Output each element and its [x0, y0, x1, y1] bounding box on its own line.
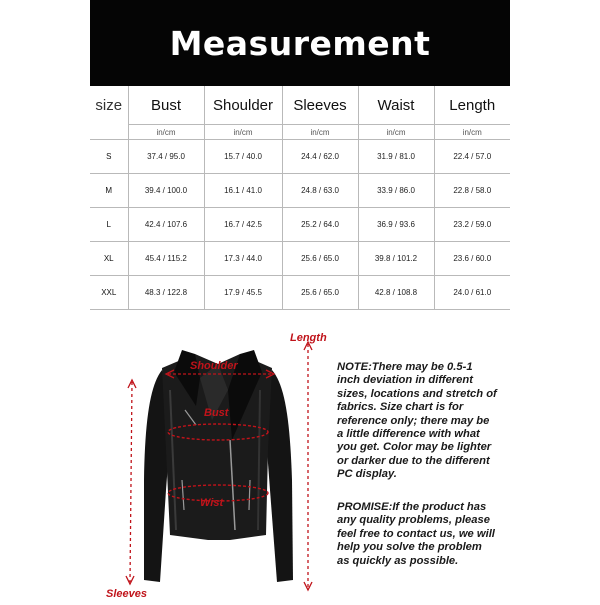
- size-cell: S: [90, 140, 128, 174]
- column-header-bust: Bust: [128, 86, 204, 125]
- column-header-sleeves: Sleeves: [282, 86, 358, 125]
- value-cell: 25.6 / 65.0: [282, 276, 358, 310]
- value-cell: 22.8 / 58.0: [434, 174, 510, 208]
- sleeves-label: Sleeves: [106, 588, 147, 600]
- sleeves-measure-line: [130, 382, 132, 582]
- table-header-row: [90, 86, 510, 125]
- table-row: [90, 242, 510, 276]
- length-label: Length: [290, 332, 327, 344]
- jacket-shape: [144, 350, 293, 582]
- jacket-measurement-figure: [100, 330, 340, 600]
- value-cell: 39.4 / 100.0: [128, 174, 204, 208]
- unit-cell: in/cm: [204, 125, 282, 140]
- value-cell: 22.4 / 57.0: [434, 140, 510, 174]
- value-cell: 23.2 / 59.0: [434, 208, 510, 242]
- value-cell: 31.9 / 81.0: [358, 140, 434, 174]
- value-cell: 24.8 / 63.0: [282, 174, 358, 208]
- value-cell: 45.4 / 115.2: [128, 242, 204, 276]
- title-banner: [90, 0, 510, 86]
- unit-cell: in/cm: [282, 125, 358, 140]
- table-row: [90, 174, 510, 208]
- value-cell: 24.0 / 61.0: [434, 276, 510, 310]
- unit-cell: in/cm: [358, 125, 434, 140]
- value-cell: 17.3 / 44.0: [204, 242, 282, 276]
- unit-row: [90, 125, 510, 140]
- table-row: [90, 208, 510, 242]
- size-cell: L: [90, 208, 128, 242]
- table-row: [90, 276, 510, 310]
- column-header-length: Length: [434, 86, 510, 125]
- size-cell: XL: [90, 242, 128, 276]
- promise-text: PROMISE:If the product has any quality problems, please feel free to contact us, we will help you solve the problem as quickly as possible.: [337, 501, 495, 567]
- table-row: [90, 140, 510, 174]
- value-cell: 23.6 / 60.0: [434, 242, 510, 276]
- size-chart-table: [90, 86, 510, 310]
- value-cell: 39.8 / 101.2: [358, 242, 434, 276]
- unit-cell: in/cm: [434, 125, 510, 140]
- value-cell: 17.9 / 45.5: [204, 276, 282, 310]
- waist-label: Wist: [200, 497, 224, 509]
- shoulder-label: Shoulder: [190, 360, 238, 372]
- unit-cell: in/cm: [128, 125, 204, 140]
- value-cell: 33.9 / 86.0: [358, 174, 434, 208]
- size-cell: M: [90, 174, 128, 208]
- value-cell: 36.9 / 93.6: [358, 208, 434, 242]
- bust-label: Bust: [204, 407, 229, 419]
- column-header-waist: Waist: [358, 86, 434, 125]
- size-cell: XXL: [90, 276, 128, 310]
- value-cell: 37.4 / 95.0: [128, 140, 204, 174]
- value-cell: 24.4 / 62.0: [282, 140, 358, 174]
- size-column-header: size: [90, 86, 128, 125]
- value-cell: 42.4 / 107.6: [128, 208, 204, 242]
- value-cell: 42.8 / 108.8: [358, 276, 434, 310]
- value-cell: 25.6 / 65.0: [282, 242, 358, 276]
- column-header-shoulder: Shoulder: [204, 86, 282, 125]
- page-title: Measurement: [169, 23, 431, 63]
- unit-cell-blank: [90, 125, 128, 140]
- size-note-text: NOTE:There may be 0.5-1 inch deviation in different sizes, locations and stretch of fabrics. Size chart is for reference only; there may be a little difference with what you get. Color may be lighter or darker due to the different PC display.: [337, 361, 497, 481]
- value-cell: 15.7 / 40.0: [204, 140, 282, 174]
- value-cell: 48.3 / 122.8: [128, 276, 204, 310]
- value-cell: 25.2 / 64.0: [282, 208, 358, 242]
- value-cell: 16.1 / 41.0: [204, 174, 282, 208]
- value-cell: 16.7 / 42.5: [204, 208, 282, 242]
